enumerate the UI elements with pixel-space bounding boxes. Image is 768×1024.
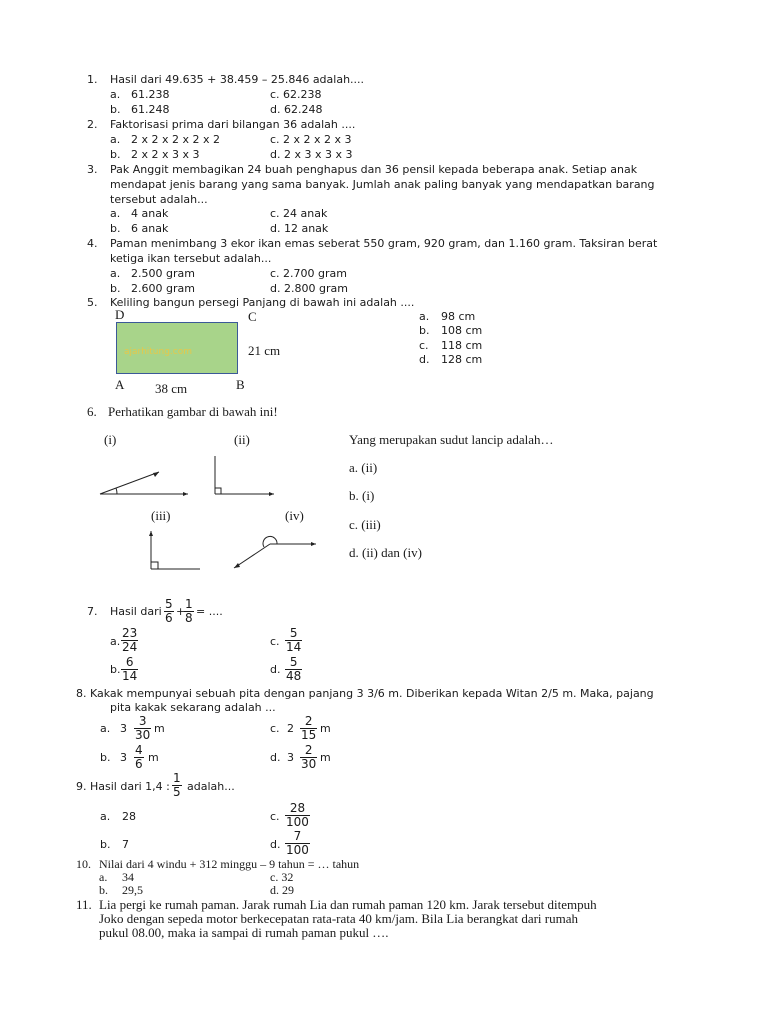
q8-line-1: 8. Kakak mempunyai sebuah pita dengan panjang 3 3/6 m. Diberikan kepada Witan 2/5 m. Maka, pajang <box>76 687 654 700</box>
q10-opt-a: 34 <box>122 870 134 884</box>
denominator: 24 <box>122 640 138 654</box>
q10-text: Nilai dari 4 windu + 312 minggu – 9 tahun = … tahun <box>99 857 360 871</box>
denominator: 30 <box>135 728 151 742</box>
numerator: 2 <box>304 714 313 728</box>
q9-opt-a-label: a. <box>100 810 111 823</box>
numerator: 1 <box>185 597 193 611</box>
numerator: 5 <box>289 626 298 640</box>
q4-opt-b: 2.600 gram <box>131 282 195 295</box>
q8-opt-c-label: c. <box>270 722 280 735</box>
numerator: 1 <box>173 771 181 785</box>
q2-opt-a: 2 x 2 x 2 x 2 x 2 <box>131 133 221 146</box>
denominator: 8 <box>185 611 193 625</box>
q3-opt-d: d. 12 anak <box>270 222 329 235</box>
q2-opt-c: c. 2 x 2 x 2 x 3 <box>270 133 352 146</box>
q10-opt-b-label: b. <box>99 883 108 897</box>
q7-fraction-1 <box>164 598 174 625</box>
q6-fig-label-iii: (iii) <box>151 508 171 523</box>
q7-opt-d-label: d. <box>270 663 281 676</box>
q9-text-a: 9. Hasil dari 1,4 : <box>76 780 170 793</box>
q6-fig-label-iv: (iv) <box>285 508 304 523</box>
q4-line-1: Paman menimbang 3 ekor ikan emas seberat 550 gram, 920 gram, dan 1.160 gram. Taksiran berat <box>110 237 658 250</box>
q7-fraction-2 <box>184 598 194 625</box>
q2-opt-d: d. 2 x 3 x 3 x 3 <box>270 148 353 161</box>
q10-opt-c: c. 32 <box>270 870 294 884</box>
q10-opt-b: 29,5 <box>122 883 143 897</box>
q3-number: 3. <box>87 163 98 176</box>
q8-opt-a-label: a. <box>100 722 111 735</box>
q7-text-b: = .... <box>196 605 223 618</box>
q3-line-2: mendapat jenis barang yang sama banyak. Jumlah anak paling banyak yang mendapatkan barang <box>110 178 655 191</box>
q6-text: Perhatikan gambar di bawah ini! <box>108 404 278 419</box>
q7-opt-c-label: c. <box>270 635 280 648</box>
q5-vertex-d: D <box>115 307 125 322</box>
numerator: 23 <box>122 626 138 640</box>
q7-opt-b-label: b. <box>110 663 121 676</box>
numerator: 28 <box>289 801 306 815</box>
q4-opt-a: 2.500 gram <box>131 267 195 280</box>
denominator: 15 <box>301 728 317 742</box>
q7-plus: + <box>176 605 186 618</box>
q2-opt-a-label: a. <box>110 133 121 146</box>
q5-opt-a-label: a. <box>419 310 430 323</box>
denominator: 48 <box>286 669 302 683</box>
q8-opt-d-fraction <box>300 744 317 771</box>
q5-opt-c-label: c. <box>419 339 429 352</box>
q9-opt-d-fraction <box>285 830 310 857</box>
q8-opt-a-fraction <box>134 715 151 742</box>
denominator: 14 <box>122 669 138 683</box>
q5-opt-d: 128 cm <box>441 353 483 366</box>
q9-opt-c-label: c. <box>270 810 280 823</box>
q5-opt-b-label: b. <box>419 324 430 337</box>
q5-vertex-b: B <box>236 377 245 392</box>
numerator: 7 <box>293 829 302 843</box>
q6-fig-label-i: (i) <box>104 432 117 447</box>
denominator: 14 <box>286 640 302 654</box>
q4-opt-c: c. 2.700 gram <box>270 267 347 280</box>
q4-number: 4. <box>87 237 98 250</box>
q9-opt-a: 28 <box>122 810 136 823</box>
q1-opt-c: c. 62.238 <box>270 88 322 101</box>
numerator: 5 <box>165 597 173 611</box>
q8-opt-d-unit: m <box>320 751 331 764</box>
denominator: 6 <box>165 611 173 625</box>
numerator: 3 <box>138 714 147 728</box>
q1-opt-a-label: a. <box>110 88 121 101</box>
q2-number: 2. <box>87 118 98 131</box>
q5-opt-a: 98 cm <box>441 310 476 323</box>
q7-opt-c-fraction <box>285 627 302 654</box>
q8-opt-a-whole: 3 <box>120 722 127 735</box>
angle-figure-i <box>95 465 195 500</box>
q11-number: 11. <box>76 897 92 912</box>
watermark: ajarhitung.com <box>124 347 193 357</box>
q3-opt-a: 4 anak <box>131 207 169 220</box>
q10-opt-d: d. 29 <box>270 883 294 897</box>
q3-opt-b-label: b. <box>110 222 121 235</box>
q5-opt-d-label: d. <box>419 353 430 366</box>
q7-number: 7. <box>87 605 98 618</box>
q8-opt-b-label: b. <box>100 751 111 764</box>
q2-text: Faktorisasi prima dari bilangan 36 adalah .... <box>110 118 356 131</box>
q4-line-2: ketiga ikan tersebut adalah... <box>110 252 272 265</box>
denominator: 30 <box>301 757 317 771</box>
q8-opt-d-label: d. <box>270 751 281 764</box>
q5-opt-c: 118 cm <box>441 339 483 352</box>
numerator: 5 <box>289 655 298 669</box>
q8-opt-a-unit: m <box>154 722 165 735</box>
q7-opt-a-label: a. <box>110 635 121 648</box>
q5-vertex-a: A <box>115 377 125 392</box>
q1-opt-b: 61.248 <box>131 103 170 116</box>
q5-text: Keliling bangun persegi Panjang di bawah ini adalah .... <box>110 296 415 309</box>
q9-opt-b-label: b. <box>100 838 111 851</box>
q2-opt-b: 2 x 2 x 3 x 3 <box>131 148 200 161</box>
q9-opt-d-label: d. <box>270 838 281 851</box>
q6-fig-label-ii: (ii) <box>234 432 250 447</box>
q3-line-1: Pak Anggit membagikan 24 buah penghapus dan 36 pensil kepada beberapa anak. Setiap anak <box>110 163 638 176</box>
q8-opt-c-fraction <box>300 715 317 742</box>
q5-vertex-c: C <box>248 309 257 324</box>
q11-line-2: Joko dengan sepeda motor berkecepatan rata-rata 40 km/jam. Bila Lia berangkat dari rumah <box>99 911 579 926</box>
q9-opt-c-fraction <box>285 802 310 829</box>
q9-fraction <box>172 772 182 799</box>
q1-number: 1. <box>87 73 98 86</box>
q3-line-3: tersebut adalah... <box>110 193 208 206</box>
angle-figure-ii <box>208 452 278 500</box>
angle-figure-iv <box>228 533 320 573</box>
q2-opt-b-label: b. <box>110 148 121 161</box>
q7-opt-d-fraction <box>285 656 302 683</box>
q6-opt-c: c. (iii) <box>349 517 381 532</box>
q6-number: 6. <box>87 404 97 419</box>
denominator: 6 <box>135 757 143 771</box>
q5-number: 5. <box>87 296 98 309</box>
numerator: 6 <box>125 655 134 669</box>
q1-opt-b-label: b. <box>110 103 121 116</box>
q11-line-1: Lia pergi ke rumah paman. Jarak rumah Lia dan rumah paman 120 km. Jarak tersebut ditempuh <box>99 897 597 912</box>
q8-opt-b-fraction <box>134 744 144 771</box>
q7-opt-b-fraction <box>121 656 138 683</box>
q6-prompt: Yang merupakan sudut lancip adalah… <box>349 432 554 447</box>
q8-opt-b-unit: m <box>148 751 159 764</box>
q6-opt-a: a. (ii) <box>349 460 378 475</box>
denominator: 100 <box>286 843 309 857</box>
angle-figure-iii <box>144 527 204 575</box>
denominator: 100 <box>286 815 309 829</box>
numerator: 2 <box>304 743 313 757</box>
q5-height-label: 21 cm <box>248 343 281 358</box>
q9-text-b: adalah... <box>187 780 235 793</box>
q4-opt-b-label: b. <box>110 282 121 295</box>
q4-opt-d: d. 2.800 gram <box>270 282 348 295</box>
q8-opt-b-whole: 3 <box>120 751 127 764</box>
q11-line-3: pukul 08.00, maka ia sampai di rumah paman pukul …. <box>99 925 389 940</box>
numerator: 4 <box>135 743 143 757</box>
q3-opt-a-label: a. <box>110 207 121 220</box>
q10-opt-a-label: a. <box>99 870 108 884</box>
q3-opt-b: 6 anak <box>131 222 169 235</box>
denominator: 5 <box>173 785 181 799</box>
q10-number: 10. <box>76 857 91 871</box>
q7-text-a: Hasil dari <box>110 605 162 618</box>
q8-line-2: pita kakak sekarang adalah ... <box>110 701 276 714</box>
q4-opt-a-label: a. <box>110 267 121 280</box>
q8-opt-c-unit: m <box>320 722 331 735</box>
q7-opt-a-fraction <box>121 627 138 654</box>
q1-opt-d: d. 62.248 <box>270 103 323 116</box>
q6-opt-d: d. (ii) dan (iv) <box>349 545 422 560</box>
q1-opt-a: 61.238 <box>131 88 170 101</box>
q5-opt-b: 108 cm <box>441 324 483 337</box>
q8-opt-c-whole: 2 <box>287 722 294 735</box>
q3-opt-c: c. 24 anak <box>270 207 328 220</box>
q8-opt-d-whole: 3 <box>287 751 294 764</box>
q1-text: Hasil dari 49.635 + 38.459 – 25.846 adalah.... <box>110 73 365 86</box>
q9-opt-b: 7 <box>122 838 129 851</box>
q6-opt-b: b. (i) <box>349 488 375 503</box>
q5-width-label: 38 cm <box>155 381 188 396</box>
